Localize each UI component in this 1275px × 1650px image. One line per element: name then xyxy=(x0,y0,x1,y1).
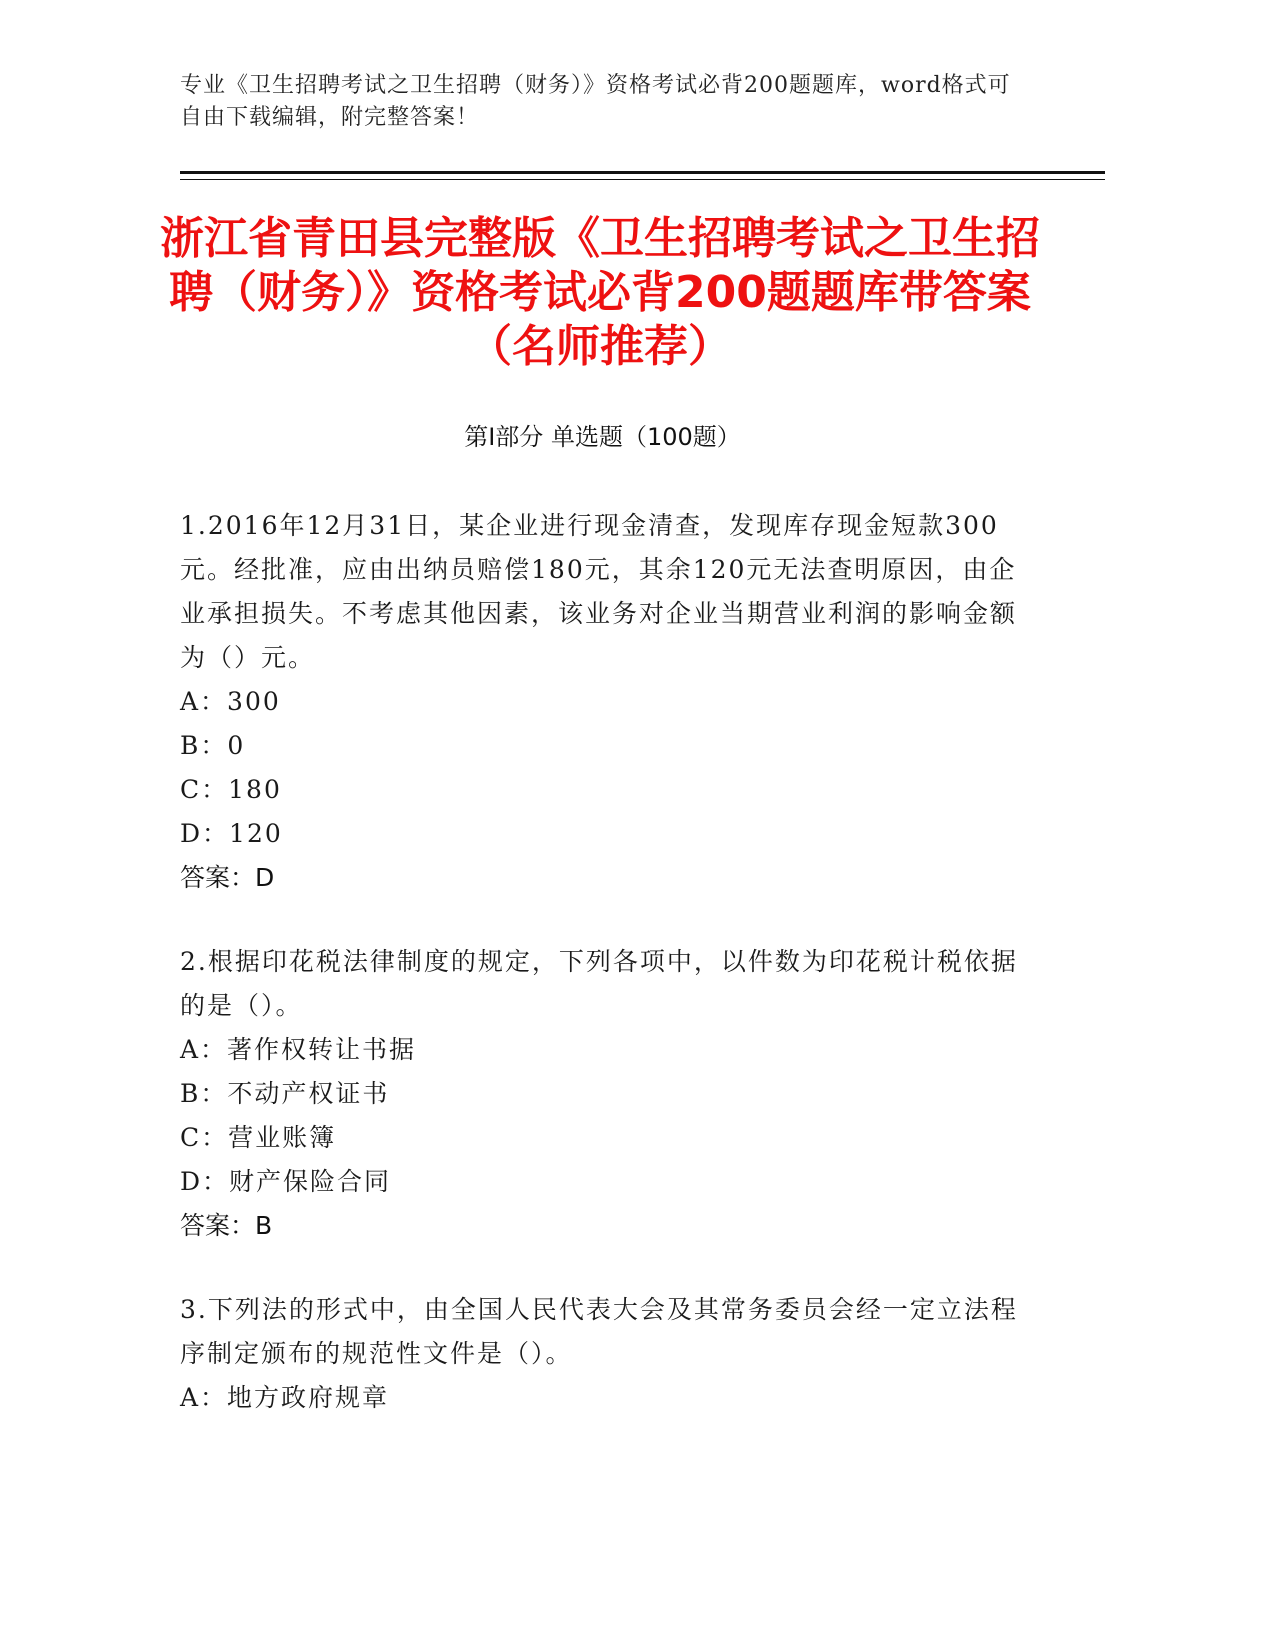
answer: 答案：B xyxy=(180,1211,273,1240)
document-page xyxy=(160,0,1105,1650)
question-text: 2.根据印花税法律制度的规定，下列各项中，以件数为印花税计税依据的是（）。 xyxy=(180,947,1018,1020)
option-a: A：300 xyxy=(180,687,281,716)
question-1 xyxy=(180,504,1025,900)
header-note: 专业《卫生招聘考试之卫生招聘（财务）》资格考试必背200题题库，word格式可自由下载编辑，附完整答案！ xyxy=(180,73,1011,130)
option-a: A：著作权转让书据 xyxy=(180,1035,417,1064)
section-heading: 第Ⅰ部分 单选题（100题） xyxy=(464,423,741,451)
option-a: A：地方政府规章 xyxy=(180,1383,390,1412)
question-text: 1.2016年12月31日，某企业进行现金清查，发现库存现金短款300元。经批准，应由出纳员赔偿180元，其余120元无法查明原因，由企业承担损失。不考虑其他因素，该业务对企业当期营业利润的影响金额为（）元。 xyxy=(180,511,1018,672)
option-b: B：不动产权证书 xyxy=(180,1079,390,1108)
option-c: C：营业账簿 xyxy=(180,1123,337,1152)
option-c: C：180 xyxy=(180,775,282,804)
option-d: D：120 xyxy=(180,819,283,848)
option-d: D：财产保险合同 xyxy=(180,1167,392,1196)
header-divider-thin xyxy=(180,179,1105,180)
answer: 答案：D xyxy=(180,863,275,892)
option-b: B：0 xyxy=(180,731,246,760)
question-2 xyxy=(180,940,1025,1248)
question-text: 3.下列法的形式中，由全国人民代表大会及其常务委员会经一定立法程序制定颁布的规范性文件是（）。 xyxy=(180,1295,1018,1368)
header-divider-thick xyxy=(180,171,1105,174)
document-title: 浙江省青田县完整版《卫生招聘考试之卫生招聘（财务）》资格考试必背200题题库带答案（名师推荐） xyxy=(160,213,1040,372)
question-3 xyxy=(180,1288,1025,1420)
